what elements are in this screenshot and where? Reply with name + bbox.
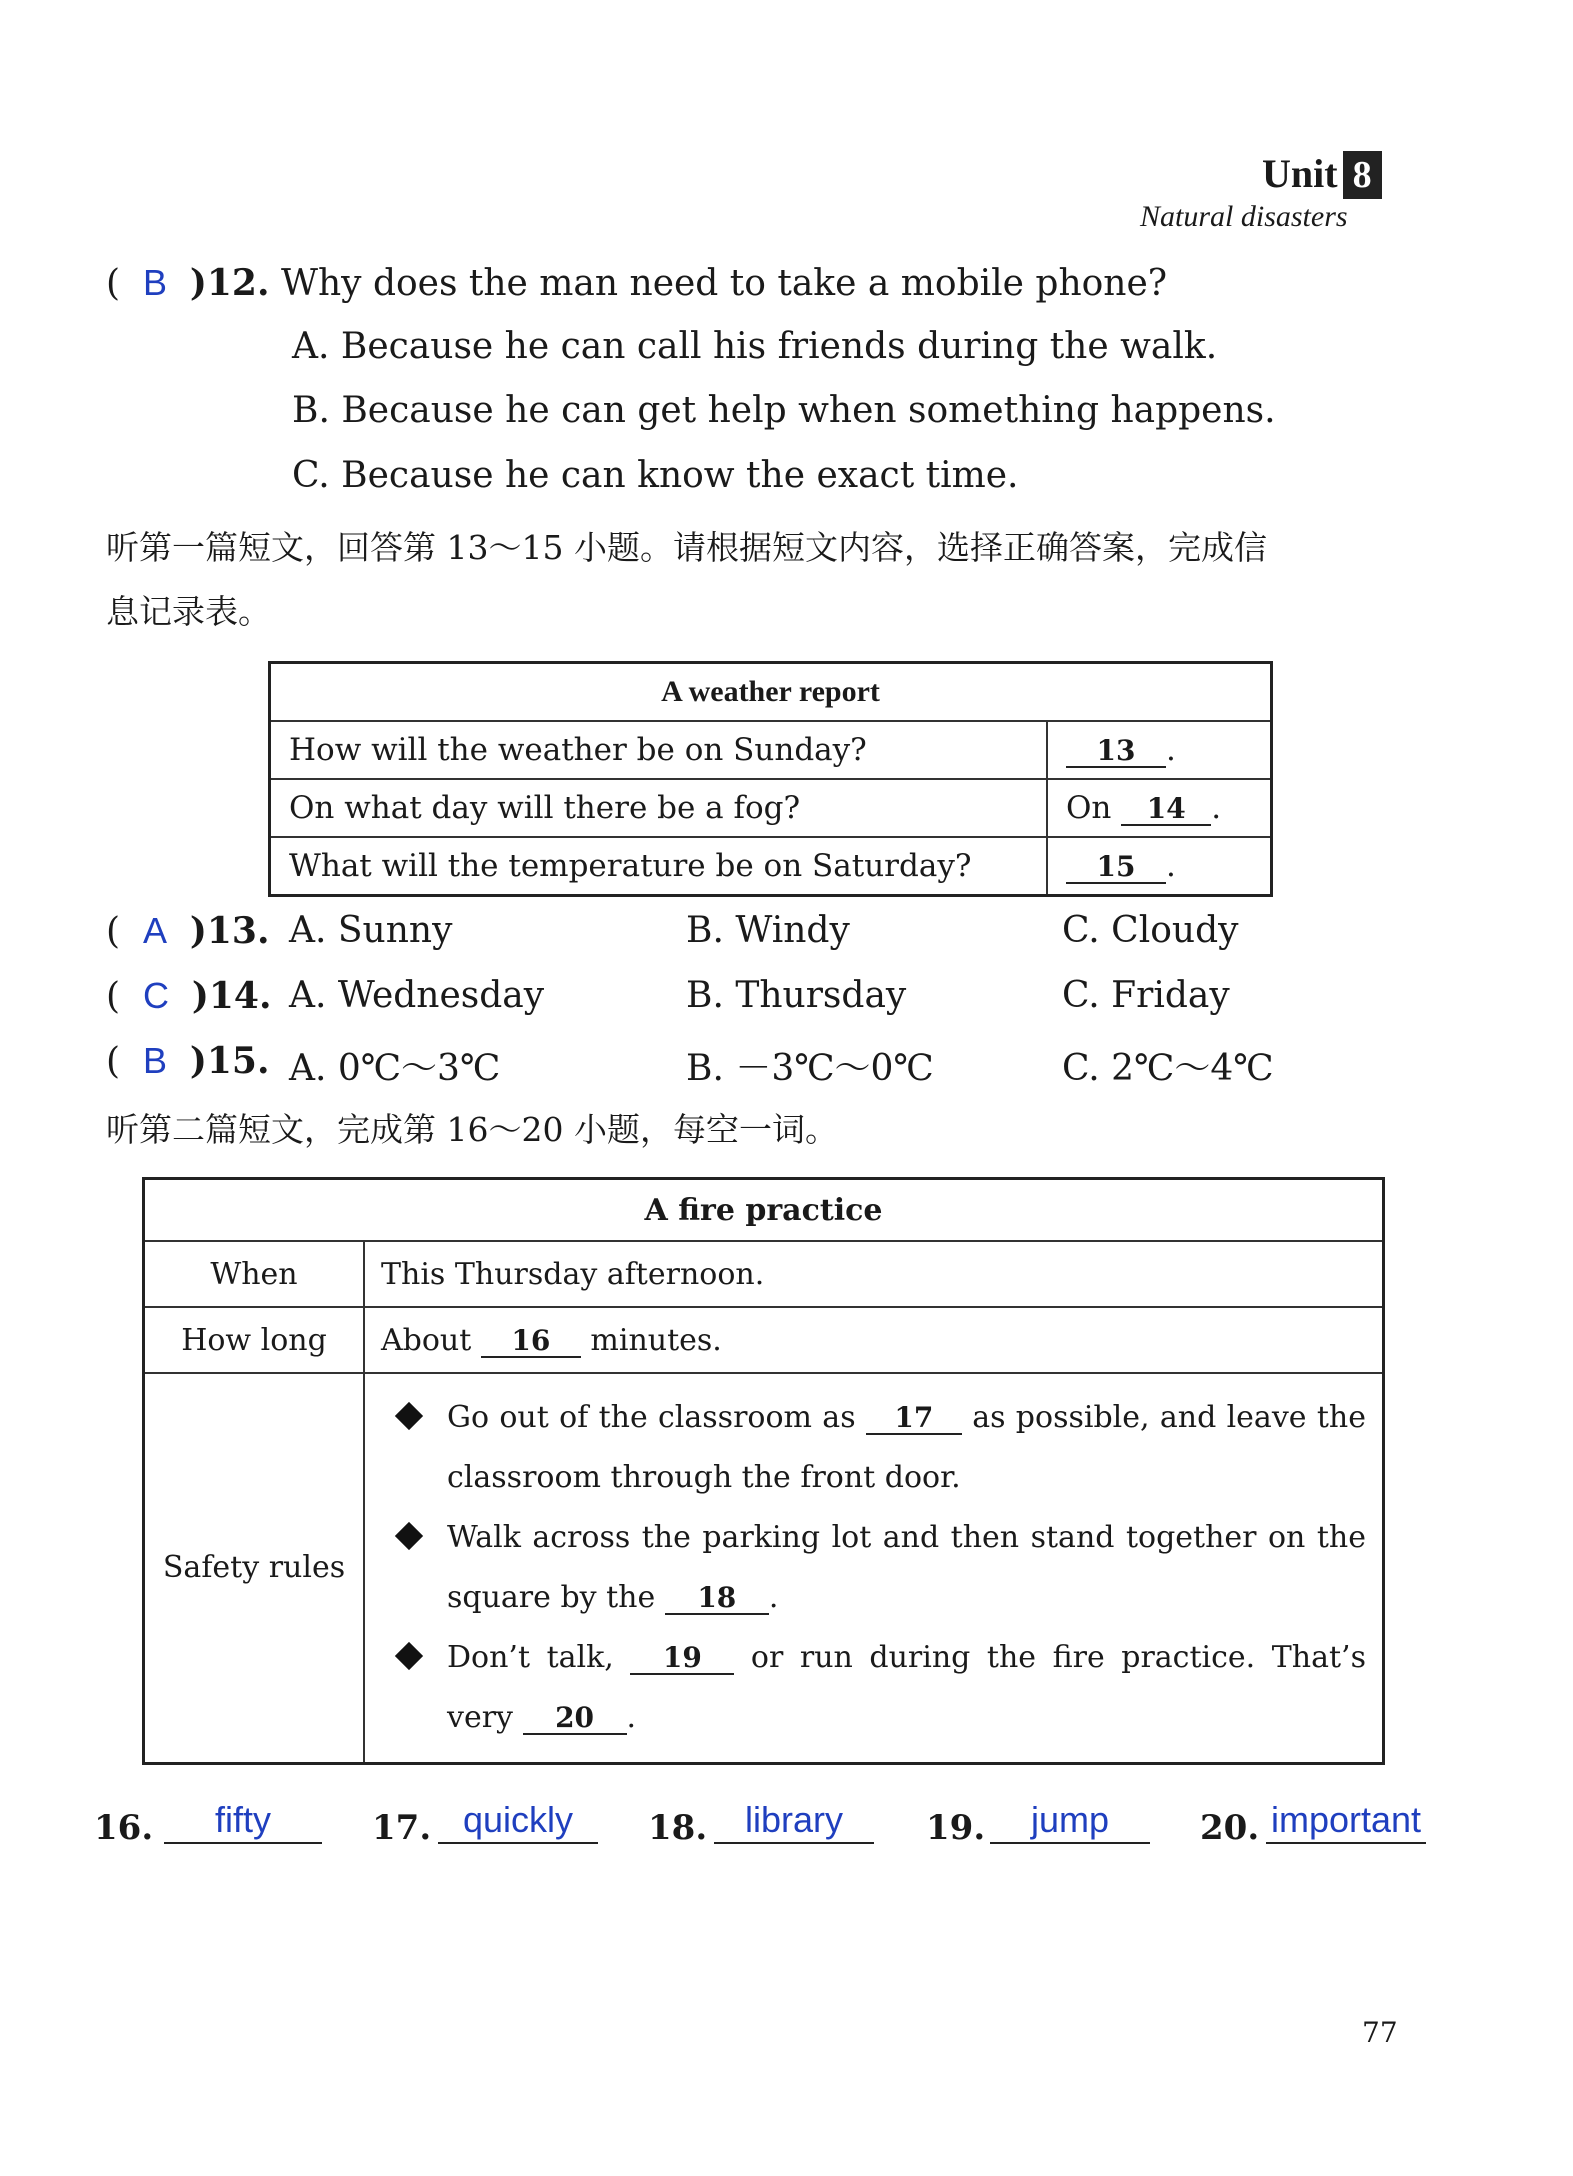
- answer-18-value: library: [714, 1798, 874, 1844]
- q14-option-b: B. Thursday: [686, 975, 907, 1016]
- table-row: How long About 16 minutes.: [144, 1307, 1384, 1373]
- unit-header: [1262, 150, 1382, 202]
- q14-answer: C: [142, 975, 169, 1016]
- table-row: [270, 663, 1272, 722]
- answer-19-value: jump: [990, 1798, 1150, 1844]
- blank-20: 20: [523, 1703, 627, 1735]
- table-row: [144, 1179, 1384, 1242]
- blank-15: 15: [1066, 852, 1166, 884]
- answer-18-number: 18.: [648, 1808, 708, 1848]
- blank-17: 17: [866, 1403, 962, 1435]
- table-row: [144, 1241, 1384, 1307]
- answer-20-number: 20.: [1200, 1808, 1260, 1848]
- blank-14: 14: [1121, 794, 1211, 826]
- weather-question: On what day will there be a fog?: [270, 779, 1048, 837]
- blank-19: 19: [630, 1643, 734, 1675]
- section1-instruction-line2: 息记录表。: [106, 592, 271, 631]
- fire-table-title: A fire practice: [144, 1179, 1384, 1242]
- answer-20-value: important: [1266, 1798, 1426, 1844]
- answer-17-number: 17.: [372, 1808, 432, 1848]
- section1-instruction-line1: 听第一篇短文，回答第 13～15 小题。请根据短文内容，选择正确答案，完成信: [106, 528, 1267, 567]
- section2-instruction: 听第二篇短文，完成第 16～20 小题，每空一词。: [106, 1110, 838, 1149]
- howlong-label: How long: [144, 1307, 365, 1373]
- table-row: On what day will there be a fog? On 14 .: [270, 779, 1272, 837]
- weather-question: What will the temperature be on Saturday?: [270, 837, 1048, 896]
- answer-16-value: fifty: [164, 1798, 322, 1844]
- weather-table-title: A weather report: [270, 663, 1272, 722]
- q14-line: ( C )14. A. Wednesday B. Thursday C. Friday: [106, 975, 1230, 1017]
- q12-number: )12.: [189, 262, 270, 304]
- q13-option-c: C. Cloudy: [1062, 910, 1239, 951]
- q14-option-c: C. Friday: [1062, 975, 1230, 1016]
- weather-report-table: [268, 661, 1273, 897]
- answer-17-value: quickly: [438, 1798, 598, 1844]
- table-row: [144, 1373, 1384, 1763]
- q15-option-c: C. 2℃～4℃: [1062, 1048, 1274, 1089]
- q12-stem-line: ( B )12. Why does the man need to take a mobile phone?: [106, 262, 1168, 304]
- q13-option-b: B. Windy: [686, 910, 850, 951]
- safety-rules-label: Safety rules: [144, 1373, 365, 1763]
- q12-option-b: B. Because he can get help when something happens.: [292, 390, 1276, 431]
- q12-answer: B: [142, 262, 167, 303]
- blank-13: 13: [1066, 736, 1166, 768]
- table-row: How will the weather be on Sunday? 13 .: [270, 721, 1272, 779]
- safety-rule-2: Walk across the parking lot and then stand together on the square by the 18 .: [381, 1508, 1366, 1628]
- safety-rule-3: Don’t talk, 19 or run during the fire practice. That’s very 20 .: [381, 1628, 1366, 1748]
- q15-option-b: B. －3℃～0℃: [686, 1048, 934, 1089]
- q13-answer: A: [142, 910, 167, 951]
- q14-option-a: A. Wednesday: [289, 975, 545, 1016]
- diamond-bullet-icon: [395, 1522, 423, 1550]
- q12-option-c: C. Because he can know the exact time.: [292, 455, 1019, 496]
- weather-question: How will the weather be on Sunday?: [270, 721, 1048, 779]
- unit-subtitle: Natural disasters: [1140, 200, 1348, 233]
- unit-label: Unit: [1262, 151, 1338, 196]
- q15-answer: B: [142, 1040, 167, 1081]
- blank-16: 16: [481, 1326, 581, 1358]
- q15-option-a: A. 0℃～3℃: [289, 1048, 501, 1089]
- answer-16-number: 16.: [94, 1808, 154, 1848]
- diamond-bullet-icon: [395, 1642, 423, 1670]
- when-label: When: [144, 1241, 365, 1307]
- q13-line: ( A )13. A. Sunny B. Windy C. Cloudy: [106, 910, 1239, 952]
- safety-rule-1: Go out of the classroom as 17 as possible, and leave the classroom through the front door.: [381, 1388, 1366, 1508]
- unit-number-badge: 8: [1343, 151, 1382, 199]
- q15-line: ( B )15. A. 0℃～3℃ B. －3℃～0℃ C. 2℃～4℃: [106, 1040, 1274, 1089]
- fire-practice-table: [142, 1177, 1385, 1765]
- table-row: What will the temperature be on Saturday? 15 .: [270, 837, 1272, 896]
- diamond-bullet-icon: [395, 1402, 423, 1430]
- q13-option-a: A. Sunny: [289, 910, 453, 951]
- blank-18: 18: [665, 1583, 769, 1615]
- q12-option-a: A. Because he can call his friends during the walk.: [292, 326, 1218, 367]
- when-value: This Thursday afternoon.: [364, 1241, 1384, 1307]
- q12-stem: Why does the man need to take a mobile phone?: [280, 263, 1168, 304]
- page-number: 77: [1362, 2016, 1398, 2049]
- answer-19-number: 19.: [926, 1808, 986, 1848]
